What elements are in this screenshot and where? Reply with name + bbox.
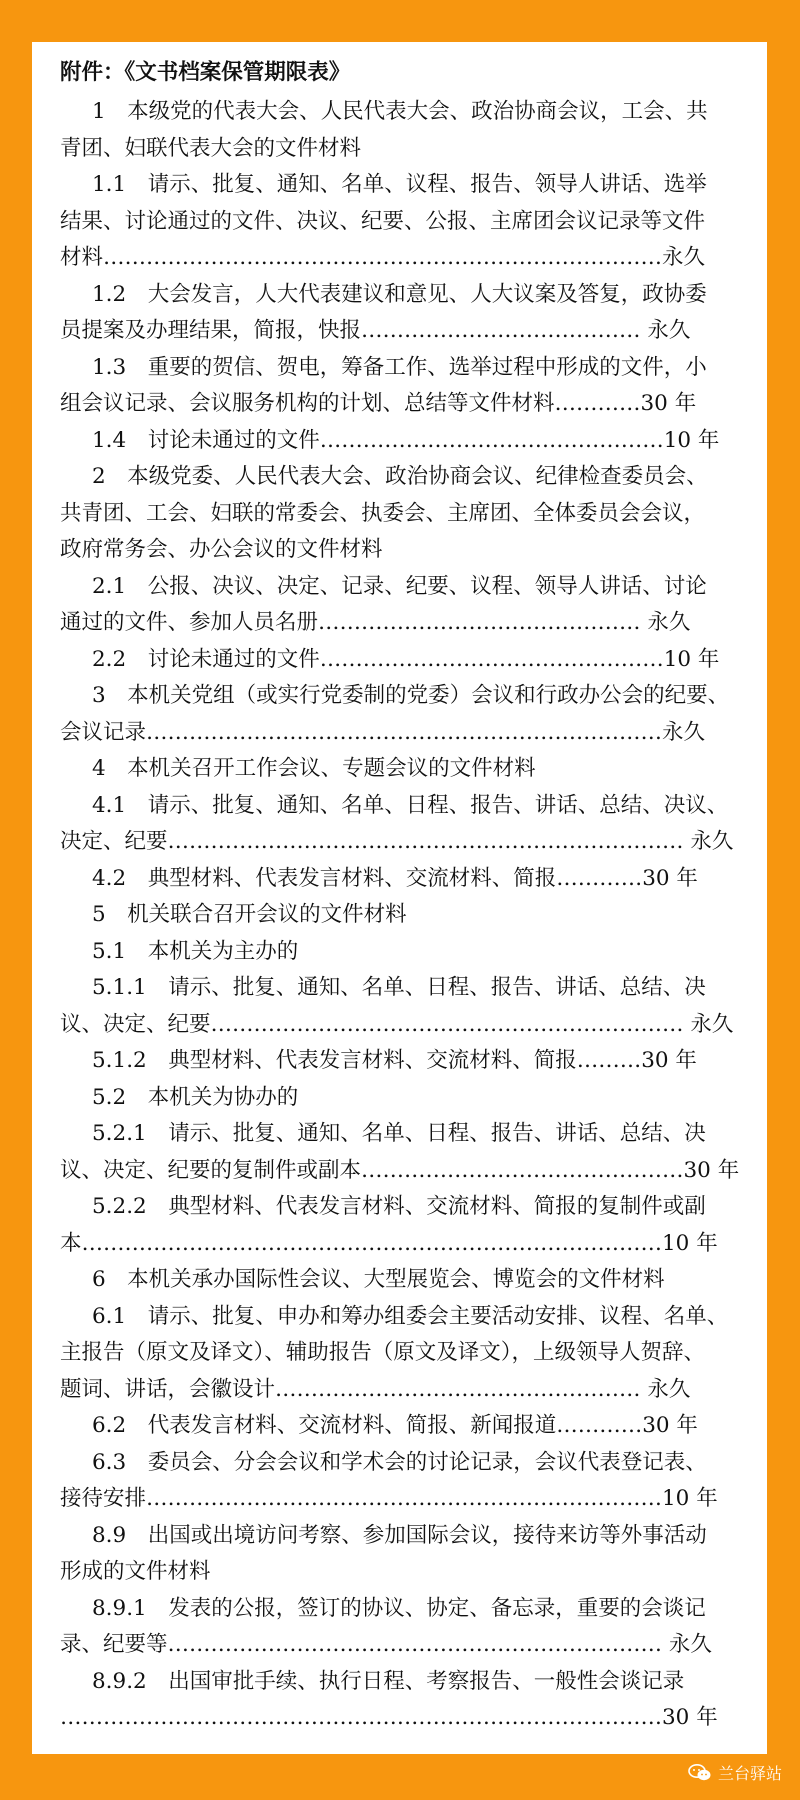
document-line: 主报告（原文及译文）、辅助报告（原文及译文），上级领导人贺辞、 — [60, 1340, 706, 1365]
document-line: 8.9.1 发表的公报，签订的协议、协定、备忘录，重要的会谈记 — [92, 1595, 706, 1621]
watermark-text: 兰台驿站 — [717, 1764, 782, 1783]
document-line: 1.4 讨论未通过的文件…………………………………………10 年 — [92, 427, 720, 453]
document-line: 题词、讲话，会徽设计…………………………………………… 永久 — [60, 1376, 691, 1402]
document-line: 5.2.1 请示、批复、通知、名单、日程、报告、讲话、总结、决 — [92, 1121, 706, 1146]
document-line: 4 本机关召开工作会议、专题会议的文件材料 — [92, 756, 536, 781]
document-line: 5.2.2 典型材料、代表发言材料、交流材料、简报的复制件或副 — [92, 1194, 706, 1219]
document-line: 8.9.2 出国审批手续、执行日程、考察报告、一般性会谈记录 — [92, 1668, 685, 1694]
document-line: 2.2 讨论未通过的文件…………………………………………10 年 — [92, 646, 720, 672]
document-line: 1 本级党的代表大会、人民代表大会、政治协商会议，工会、共 — [92, 99, 708, 124]
document-line: 组会议记录、会议服务机构的计划、总结等文件材料…………30 年 — [60, 391, 697, 416]
document-line: 5.1.2 典型材料、代表发言材料、交流材料、简报………30 年 — [92, 1048, 697, 1073]
document-line: 1.2 大会发言，人大代表建议和意见、人大议案及答复，政协委 — [92, 281, 707, 307]
document-line: 员提案及办理结果，简报，快报………………………………… 永久 — [60, 318, 691, 343]
document-line: 本………………………………………………………………………10 年 — [60, 1230, 718, 1256]
retention-schedule-list — [60, 94, 754, 1737]
document-line: 6.3 委员会、分会会议和学术会的讨论记录，会议代表登记表、 — [92, 1449, 707, 1475]
document-line: 3 本机关党组（或实行党委制的党委）会议和行政办公会的纪要、 — [92, 683, 730, 708]
document-line: 青团、妇联代表大会的文件材料 — [60, 135, 362, 161]
document-line: 6.1 请示、批复、申办和筹办组委会主要活动安排、议程、名单、 — [92, 1303, 729, 1329]
document-line: 2 本级党委、人民代表大会、政治协商会议、纪律检查委员会、 — [92, 464, 708, 489]
watermark — [688, 1761, 782, 1784]
document-line: 4.1 请示、批复、通知、名单、日程、报告、讲话、总结、决议、 — [92, 792, 729, 818]
document-line: 形成的文件材料 — [60, 1559, 211, 1584]
document-line: 5 机关联合召开会议的文件材料 — [92, 902, 407, 927]
document-line: 材料……………………………………………………………………永久 — [60, 245, 706, 270]
document-line: 6 本机关承办国际性会议、大型展览会、博览会的文件材料 — [92, 1267, 665, 1292]
document-line: 2.1 公报、决议、决定、记录、纪要、议程、领导人讲话、讨论 — [92, 573, 707, 599]
document-line: 共青团、工会、妇联的常委会、执委会、主席团、全体委员会会议， — [60, 500, 706, 526]
document-line: 结果、讨论通过的文件、决议、纪要、公报、主席团会议记录等文件 — [60, 208, 706, 234]
document-line: 接待安排………………………………………………………………10 年 — [60, 1486, 718, 1511]
document-content — [60, 52, 754, 1737]
document-line: 5.1.1 请示、批复、通知、名单、日程、报告、讲话、总结、决 — [92, 975, 706, 1000]
document-line: 4.2 典型材料、代表发言材料、交流材料、简报…………30 年 — [92, 865, 698, 891]
wechat-icon — [688, 1764, 712, 1782]
document-line: 8.9 出国或出境访问考察、参加国际会议，接待来访等外事活动 — [92, 1522, 707, 1548]
document-line: 5.2 本机关为协办的 — [92, 1084, 299, 1110]
document-line: 会议记录………………………………………………………………永久 — [60, 719, 706, 745]
document-line: 政府常务会、办公会议的文件材料 — [60, 537, 383, 562]
document-title: 附件：《文书档案保管期限表》 — [60, 60, 351, 85]
document-line: 录、纪要等…………………………………………………………… 永久 — [60, 1632, 712, 1657]
document-line: 6.2 代表发言材料、交流材料、简报、新闻报道…………30 年 — [92, 1413, 698, 1438]
document-line: 通过的文件、参加人员名册……………………………………… 永久 — [60, 610, 691, 635]
document-line: 议、决定、纪要的复制件或副本………………………………………30 年 — [60, 1157, 740, 1183]
document-line: 决定、纪要……………………………………………………………… 永久 — [60, 829, 734, 854]
document-line: …………………………………………………………………………30 年 — [60, 1705, 718, 1730]
document-line: 1.3 重要的贺信、贺电，筹备工作、选举过程中形成的文件，小 — [92, 354, 707, 380]
document-line: 5.1 本机关为主办的 — [92, 938, 299, 964]
document-line: 1.1 请示、批复、通知、名单、议程、报告、领导人讲话、选举 — [92, 172, 707, 197]
document-line: 议、决定、纪要………………………………………………………… 永久 — [60, 1011, 734, 1037]
